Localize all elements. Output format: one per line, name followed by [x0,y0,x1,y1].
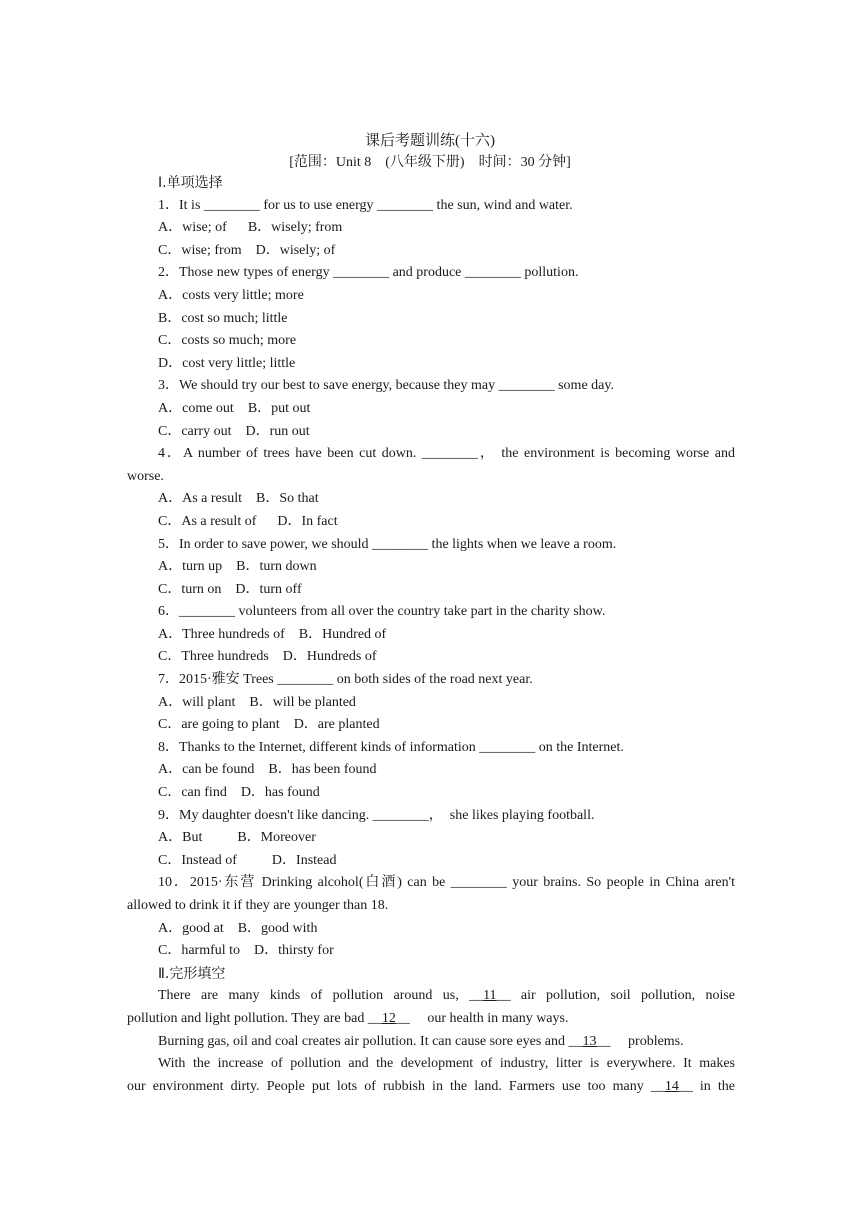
question-10-line-2: allowed to drink it if they are younger than 18. [127,898,389,913]
cloze-text: __ in the [678,1078,736,1094]
question-2: 2．Those new types of energy ________ and produce ________ pollution. [158,265,579,281]
cloze-text: __ air pollution, soil pollution, noise [496,988,736,1004]
blank-13: 13 [582,1033,597,1049]
blank-11: 11 [483,988,497,1004]
question-4-line-1: 4．A number of trees have been cut down. ________， the environment is becoming worse and [158,446,735,462]
question-8-options-ab: A．can be found B．has been found [158,762,377,778]
question-10-line-1: 10．2015·东营 Drinking alcohol(白酒) can be ________ your brains. So people in China aren't [158,875,735,891]
question-6: 6．________ volunteers from all over the country take part in the charity show. [158,604,606,620]
cloze-paragraph-3-line-1: With the increase of pollution and the development of industry, litter is everywhere. It makes [158,1056,735,1072]
exercise-content [127,172,735,1098]
question-2-option-d: D．cost very little; little [158,355,296,371]
question-5-options-cd: C．turn on D．turn off [158,581,302,597]
cloze-text: There are many kinds of pollution around us, __ [158,988,484,1004]
question-5-options-ab: A．turn up B．turn down [158,559,317,575]
question-1-options-cd: C．wise; from D．wisely; of [158,242,336,258]
question-2-option-b: B．cost so much; little [158,310,288,326]
question-7-options-ab: A．will plant B．will be planted [158,694,356,710]
question-4-options-ab: A．As a result B．So that [158,491,319,507]
cloze-paragraph-2 [127,1031,735,1054]
page-title: 课后考题训练(十六) [365,133,495,149]
question-8: 8．Thanks to the Internet, different kinds of information ________ on the Internet. [158,739,624,755]
question-10-options-ab: A．good at B．good with [158,920,318,936]
cloze-paragraph-1-line-2 [127,1008,735,1031]
question-9-options-cd: C．Instead of D．Instead [158,852,337,868]
page-subtitle: [范围：Unit 8 (八年级下册) 时间：30 分钟] [289,155,571,170]
question-3-options-cd: C．carry out D．run out [158,423,310,439]
section-heading-cloze: Ⅱ.完形填空 [158,965,226,982]
cloze-text: __ problems. [596,1033,684,1049]
question-8-options-cd: C．can find D．has found [158,785,320,801]
blank-12: 12 [381,1010,396,1026]
cloze-text: __ our health in many ways. [395,1010,569,1026]
question-1-options-ab: A．wise; of B．wisely; from [158,220,343,236]
question-10-options-cd: C．harmful to D．thirsty for [158,943,334,959]
question-3-options-ab: A．come out B．put out [158,400,311,416]
question-1: 1．It is ________ for us to use energy ________ the sun, wind and water. [158,197,573,213]
question-7: 7．2015·雅安 Trees ________ on both sides of the road next year. [158,672,533,688]
question-2-option-c: C．costs so much; more [158,333,297,349]
blank-14: 14 [664,1078,679,1094]
section-heading-multiple-choice: Ⅰ.单项选择 [158,175,223,191]
question-2-option-a: A．costs very little; more [158,287,304,303]
cloze-paragraph-1-line-1 [127,985,735,1008]
question-9-options-ab: A．But B．Moreover [158,830,316,846]
question-9: 9．My daughter doesn't like dancing. ________， she likes playing football. [158,807,595,823]
question-6-options-cd: C．Three hundreds D．Hundreds of [158,649,377,665]
question-5: 5．In order to save power, we should ________ the lights when we leave a room. [158,536,617,552]
question-7-options-cd: C．are going to plant D．are planted [158,717,380,733]
question-6-options-ab: A．Three hundreds of B．Hundred of [158,626,387,642]
question-3: 3．We should try our best to save energy, because they may ________ some day. [158,378,614,394]
cloze-paragraph-3-line-2 [127,1076,735,1099]
question-4-options-cd: C．As a result of D．In fact [158,513,338,529]
cloze-text: pollution and light pollution. They are bad __ [127,1010,382,1026]
cloze-text: our environment dirty. People put lots of rubbish in the land. Farmers use too many __ [127,1078,665,1094]
question-4-line-2: worse. [127,468,164,484]
cloze-text: Burning gas, oil and coal creates air pollution. It can cause sore eyes and __ [158,1033,583,1049]
